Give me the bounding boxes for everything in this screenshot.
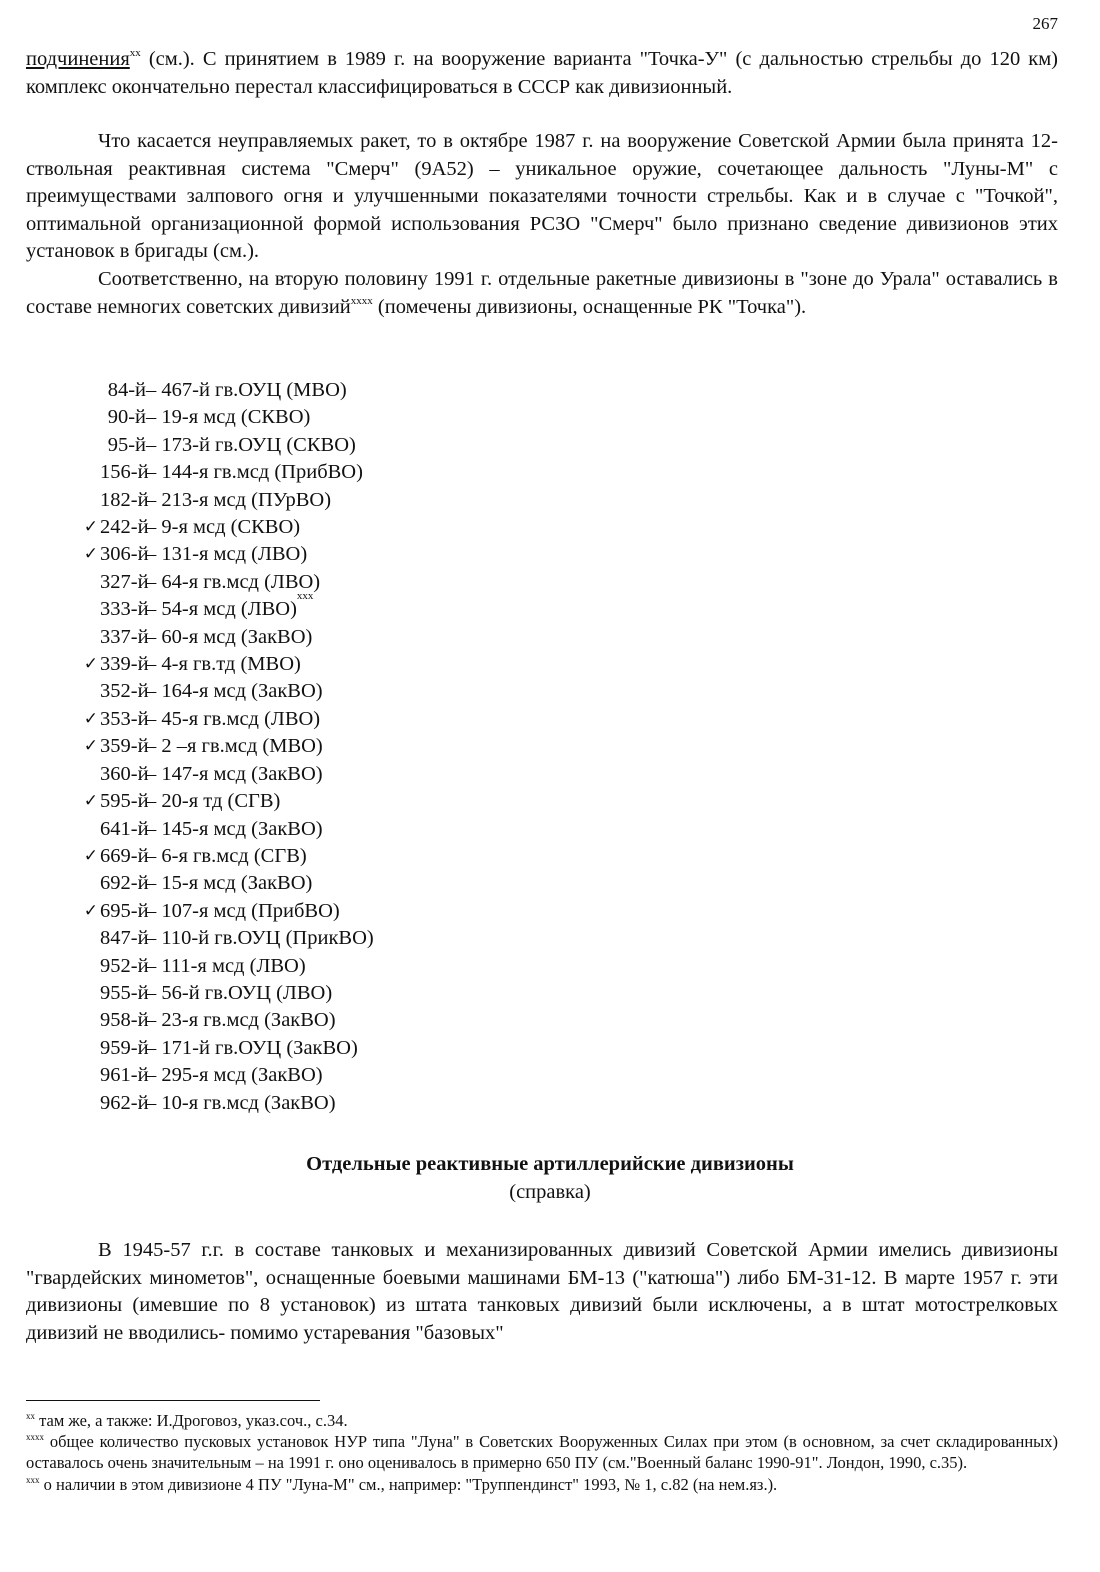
division-number: 359-й: [100, 735, 149, 758]
division-list: [78, 377, 374, 1117]
list-item: [78, 925, 374, 952]
division-number: 90-й: [107, 406, 146, 429]
division-unit: – 171-й гв.ОУЦ (ЗакВО): [146, 1036, 358, 1059]
division-unit: – 164-я мсд (ЗакВО): [146, 680, 323, 703]
paragraph-1: [26, 46, 1058, 101]
check-icon: ✓: [83, 791, 98, 812]
division-unit: – 111-я мсд (ЛВО): [146, 954, 306, 977]
list-item: [78, 706, 374, 733]
division-unit: – 213-я мсд (ПУрВО): [146, 488, 332, 511]
division-unit: – 147-я мсд (ЗакВО): [146, 762, 323, 785]
footnote-ref-xx: xx: [129, 47, 141, 59]
division-unit: – 64-я гв.мсд (ЛВО): [146, 570, 321, 593]
division-unit: – 144-я гв.мсд (ПрибВО): [146, 461, 363, 484]
underlined-word: подчинения: [26, 48, 130, 70]
division-number: 959-й: [100, 1036, 149, 1059]
list-item: [78, 816, 374, 843]
division-number: 595-й: [100, 790, 149, 813]
check-icon: ✓: [83, 517, 98, 538]
check-icon: [78, 816, 100, 843]
division-number: 95-й: [107, 433, 146, 456]
check-icon: [78, 404, 100, 431]
division-number: 847-й: [100, 927, 149, 950]
section-subtitle: (справка): [509, 1181, 591, 1203]
check-icon: [78, 1035, 100, 1062]
division-number: 353-й: [100, 707, 149, 730]
division-number: 327-й: [100, 570, 149, 593]
division-unit: – 467-й гв.ОУЦ (МВО): [146, 379, 347, 401]
list-item: [78, 487, 374, 514]
division-unit: – 295-я мсд (ЗакВО): [146, 1064, 323, 1087]
division-unit: – 107-я мсд (ПрибВО): [146, 899, 340, 922]
footnotes: [26, 1410, 1058, 1495]
division-number: 962-й: [100, 1091, 149, 1114]
footnote-marker: xx: [26, 1411, 35, 1421]
list-item: [78, 541, 374, 568]
check-icon: [78, 1007, 100, 1034]
check-icon: ✓: [83, 736, 98, 757]
footnote-text: общее количество пусковых установок НУР типа "Луна" в Советских Вооруженных Силах при этом (в основном, за счет складированных) оставалось очень значительным – на 1991 г. оно оценивалось в примерно 650 ПУ (см."Военный баланс 1990-91". Лондон, 1990, с.35).: [26, 1432, 1058, 1473]
check-icon: ✓: [83, 544, 98, 565]
footnote-ref-xxxx: xxxx: [350, 294, 373, 307]
division-number: 961-й: [100, 1064, 149, 1087]
list-item: [78, 624, 374, 651]
division-number: 333-й: [100, 598, 149, 621]
paragraph-2: Что касается неуправляемых ракет, то в октябре 1987 г. на вооружение Советской Армии была принята 12-ствольная реактивная система "Смерч" (9А52) – уникальное оружие, сочетающее дальность "Луны-М" с преимуществами залпового огня и улучшенными показателями точности стрельбы. Как и в случае с "Точкой", оптимальной организационной формой использования РСЗО "Смерч" было признано сведение дивизионов этих установок в бригады (см.).: [26, 130, 1058, 262]
footnote-marker: xxxx: [26, 1432, 44, 1443]
check-icon: [78, 761, 100, 788]
division-unit: – 15-я мсд (ЗакВО): [146, 872, 313, 895]
list-item: [78, 1035, 374, 1062]
check-icon: ✓: [83, 708, 98, 729]
division-number: 958-й: [100, 1009, 149, 1032]
list-item: [78, 590, 374, 623]
page-number: 267: [1032, 14, 1058, 33]
division-unit: – 54-я мсд (ЛВО): [146, 598, 297, 621]
division-unit: – 131-я мсд (ЛВО): [146, 543, 308, 566]
footnote-ref: xxx: [296, 590, 314, 603]
list-item: [78, 761, 374, 788]
paragraph-4: В 1945-57 г.г. в составе танковых и механизированных дивизий Советской Армии имелись дивизионы "гвардейских минометов", оснащенные боевыми машинами БМ-13 ("катюша") либо БМ-31-12. В марте 1957 г. эти дивизионы (имевшие по 8 установок) из штата танковых дивизий были исключены, а в штат мотострелковых дивизий не вводились- помимо устаревания "базовых": [26, 1239, 1058, 1344]
division-number: 156-й: [100, 461, 149, 484]
check-icon: [78, 870, 100, 897]
division-unit: – 23-я гв.мсд (ЗакВО): [146, 1009, 336, 1032]
check-icon: ✓: [83, 845, 98, 866]
check-icon: [78, 432, 100, 459]
division-number: 692-й: [100, 872, 149, 895]
footnote: [26, 1410, 1058, 1431]
list-item: [78, 432, 374, 459]
check-icon: [78, 1090, 100, 1117]
list-item: [78, 569, 374, 596]
list-item: [78, 514, 374, 541]
check-icon: [78, 678, 100, 705]
check-icon: ✓: [83, 900, 98, 921]
division-number: 695-й: [100, 899, 149, 922]
division-number: 352-й: [100, 680, 149, 703]
list-item: [78, 1007, 374, 1034]
division-unit: – 110-й гв.ОУЦ (ПрикВО): [146, 927, 374, 950]
footnote: [26, 1431, 1058, 1473]
list-item: [78, 870, 374, 897]
check-icon: [78, 459, 100, 486]
division-number: 306-й: [100, 543, 149, 566]
division-number: 339-й: [100, 653, 149, 676]
check-icon: [78, 596, 100, 623]
division-unit: – 173-й гв.ОУЦ (СКВО): [146, 433, 356, 456]
division-unit: – 145-я мсд (ЗакВО): [146, 817, 323, 840]
division-unit: – 9-я мсд (СКВО): [146, 516, 301, 539]
division-number: 669-й: [100, 844, 149, 867]
check-icon: [78, 487, 100, 514]
paragraph-3: [26, 266, 1058, 321]
division-unit: – 19-я мсд (СКВО): [146, 406, 311, 429]
list-item: [78, 1090, 374, 1117]
division-number: 952-й: [100, 954, 149, 977]
section-title: Отдельные реактивные артиллерийские дивизионы: [306, 1153, 794, 1175]
footnote-text: о наличии в этом дивизионе 4 ПУ "Луна-М" см., например: "Труппендинст" 1993, № 1, с.82 (на нем.яз.).: [39, 1474, 778, 1494]
division-unit: – 2 –я гв.мсд (МВО): [146, 735, 323, 758]
list-item: [78, 651, 374, 678]
division-number: 84-й: [107, 379, 146, 401]
division-number: 182-й: [100, 488, 149, 511]
division-unit: – 10-я гв.мсд (ЗакВО): [146, 1091, 336, 1114]
footnote-divider: [26, 1400, 320, 1401]
list-item: [78, 404, 374, 431]
division-number: 955-й: [100, 981, 149, 1004]
list-item: [78, 678, 374, 705]
check-icon: [78, 569, 100, 596]
footnote: [26, 1474, 1058, 1495]
list-item: [78, 733, 374, 760]
list-item: [78, 1062, 374, 1089]
division-number: 641-й: [100, 817, 149, 840]
footnote-text: там же, а также: И.Дроговоз, указ.соч., с.34.: [35, 1411, 348, 1430]
division-unit: – 4-я гв.тд (МВО): [146, 653, 301, 676]
paragraph-1-text: (см.). С принятием в 1989 г. на вооружение варианта "Точка-У" (с дальностью стрельбы до 120 км) комплекс окончательно перестал классифицироваться в СССР как дивизионный.: [26, 48, 1058, 98]
division-unit: – 60-я мсд (ЗакВО): [146, 625, 313, 648]
check-icon: [78, 624, 100, 651]
list-item: [78, 980, 374, 1007]
check-icon: [78, 980, 100, 1007]
list-item: [78, 953, 374, 980]
list-item: [78, 788, 374, 815]
list-item: [78, 843, 374, 870]
paragraph-3-text-before: Соответственно, на вторую половину 1991 г. отдельные ракетные дивизионы в "зоне до Урала" оставались в составе немногих советских дивизий: [26, 268, 1058, 318]
check-icon: [78, 953, 100, 980]
division-number: 337-й: [100, 625, 149, 648]
check-icon: [78, 925, 100, 952]
check-icon: ✓: [83, 654, 98, 675]
check-icon: [78, 1062, 100, 1089]
list-item: [78, 898, 374, 925]
paragraph-3-text-after: (помечены дивизионы, оснащенные РК "Точка").: [372, 295, 807, 318]
division-unit: – 56-й гв.ОУЦ (ЛВО): [146, 981, 333, 1004]
list-item: [78, 459, 374, 486]
division-number: 360-й: [100, 762, 149, 785]
division-number: 242-й: [100, 516, 149, 539]
footnote-marker: xxx: [26, 1474, 40, 1485]
division-unit: – 6-я гв.мсд (СГВ): [146, 844, 307, 867]
list-item: [78, 377, 374, 404]
division-unit: – 45-я гв.мсд (ЛВО): [146, 707, 321, 730]
check-icon: [78, 377, 100, 404]
division-unit: – 20-я тд (СГВ): [146, 790, 281, 813]
